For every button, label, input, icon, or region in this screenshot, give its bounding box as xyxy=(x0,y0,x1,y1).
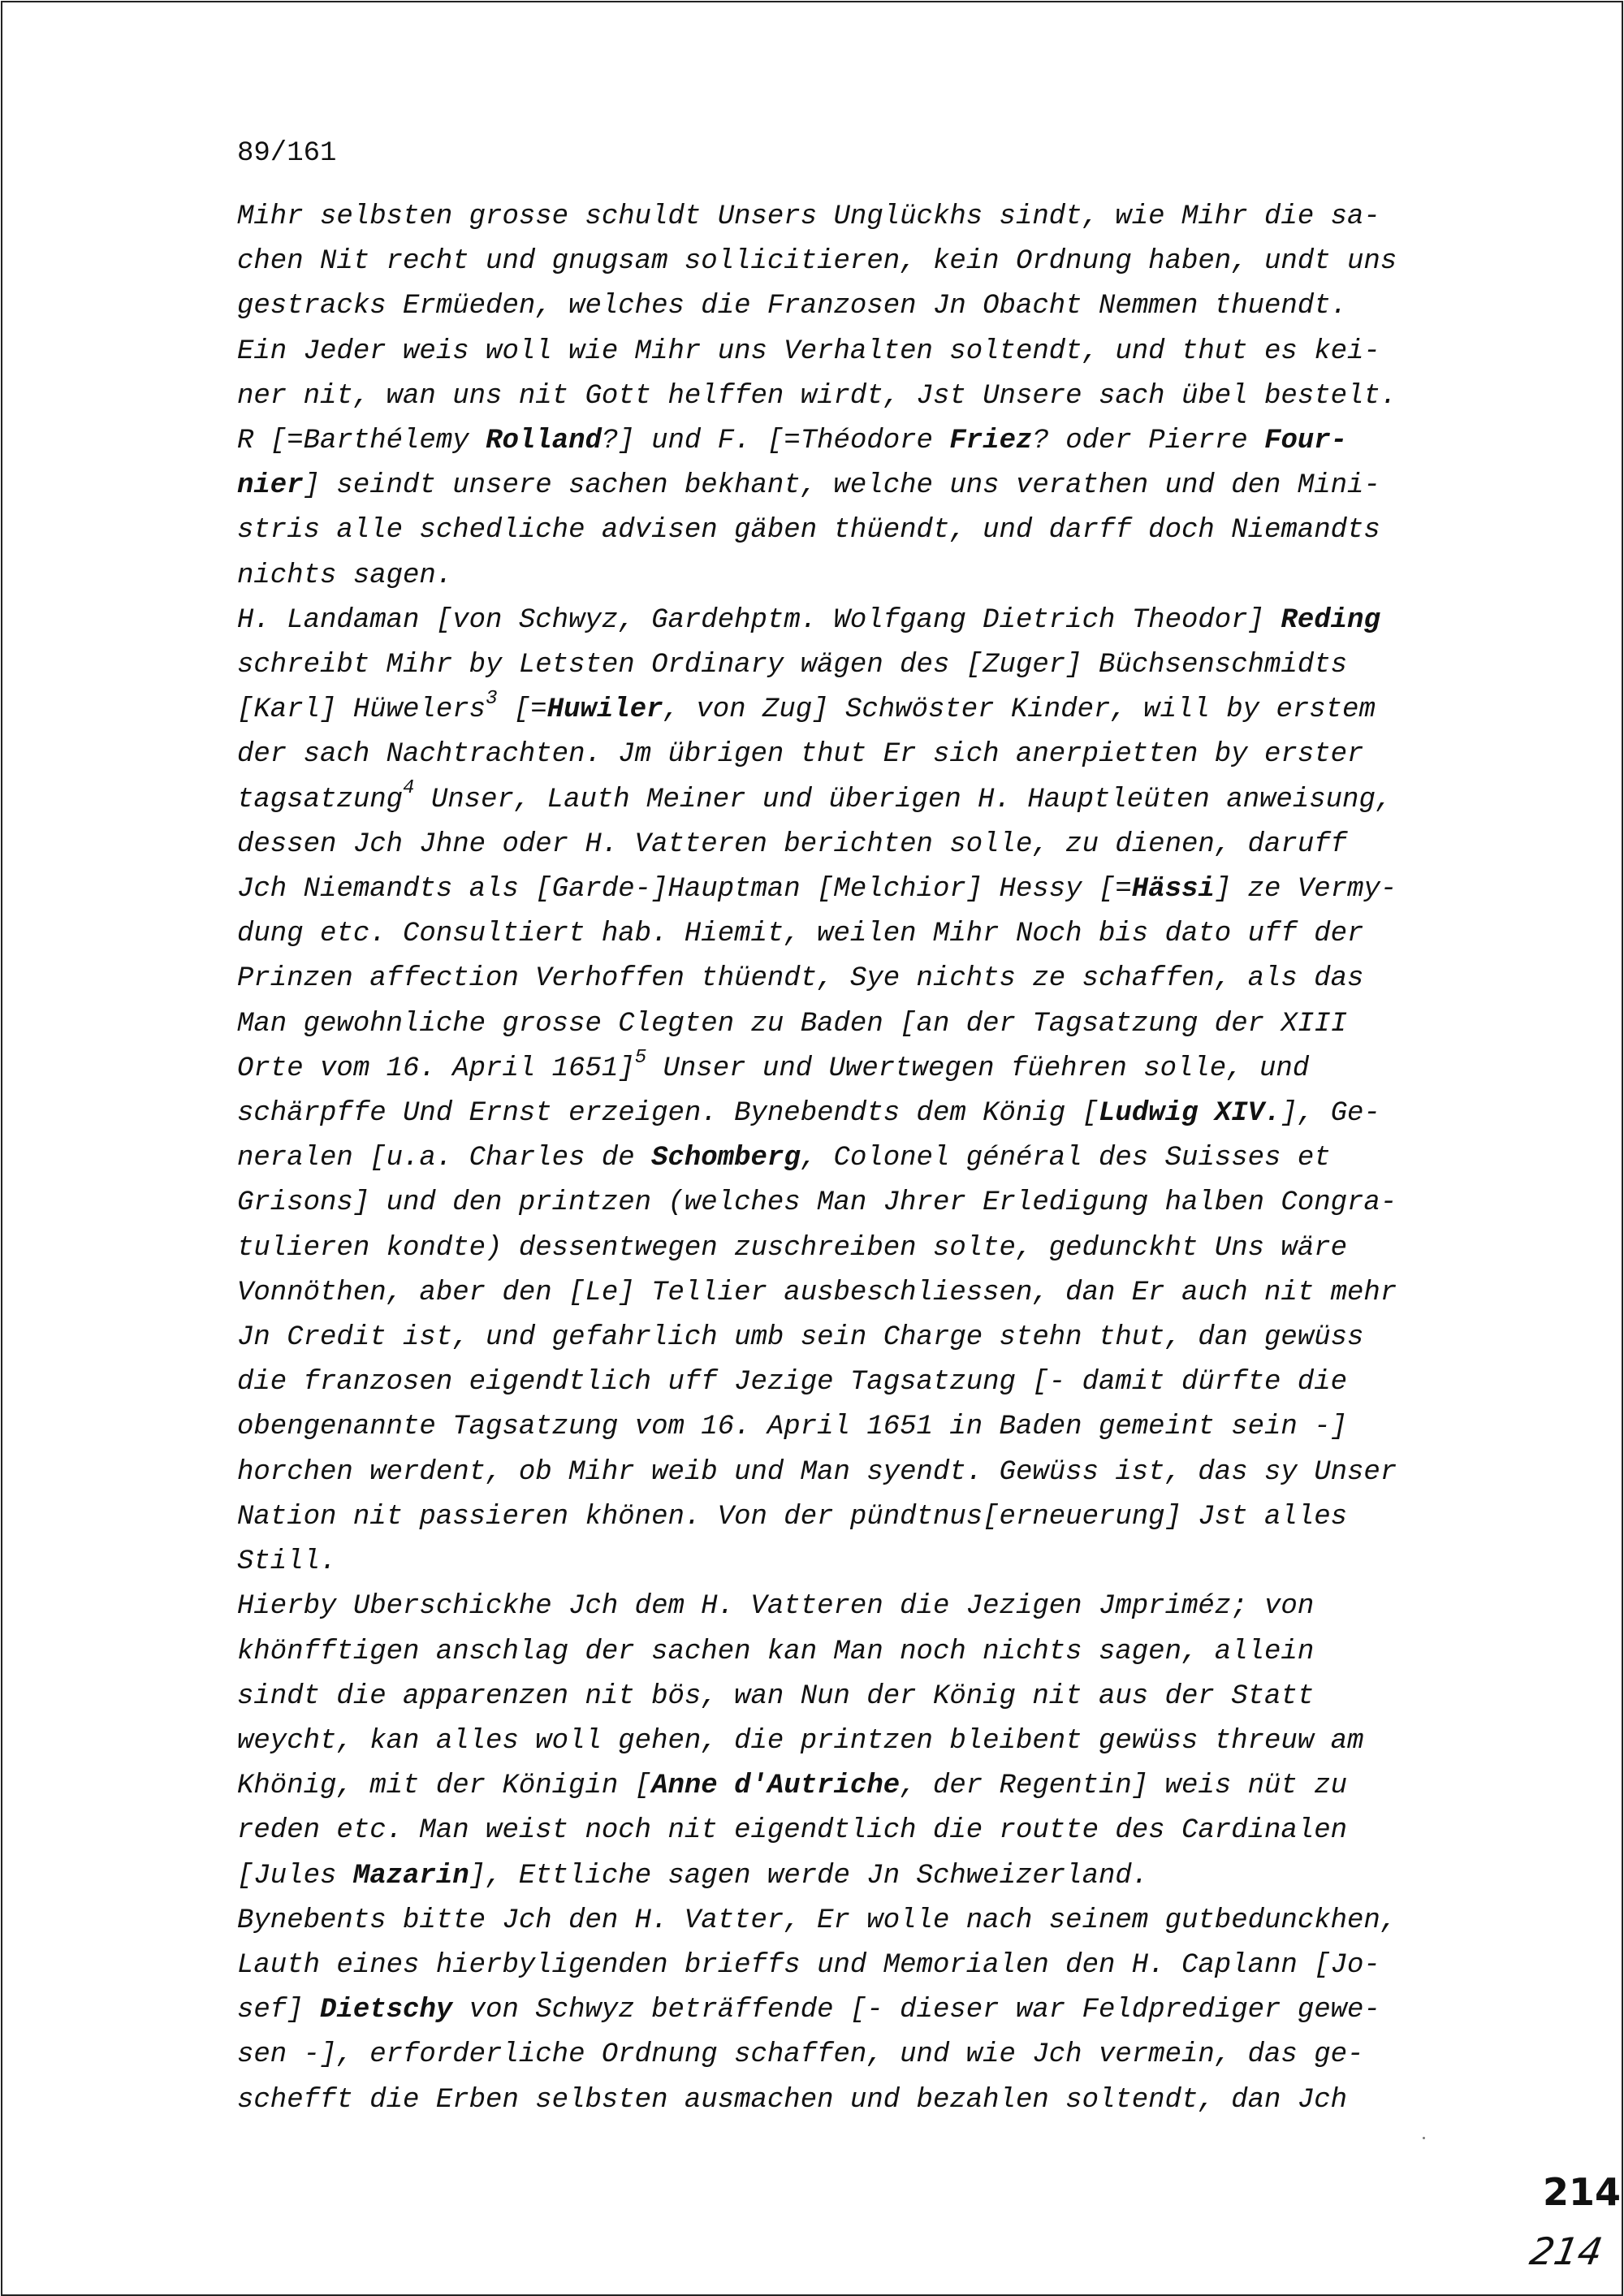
text-line xyxy=(237,778,1488,823)
text-segment: Bynebents bitte Jch den H. Vatter, Er wolle nach seinem gutbedunckhen, xyxy=(237,1905,1397,1936)
text-segment: Jch Niemandts als [Garde-]Hauptman [Melchior] Hessy [= xyxy=(237,874,1132,906)
text-segment: Orte vom 16. April 1651] xyxy=(237,1053,635,1084)
bold-name: Rolland xyxy=(486,426,602,457)
text-segment: ], Ettliche sagen werde Jn Schweizerland. xyxy=(469,1860,1149,1892)
text-segment: ], Ge- xyxy=(1281,1098,1380,1130)
text-line xyxy=(237,1451,1488,1495)
text-segment: Grisons] und den printzen (welches Man Jhrer Erledigung halben Congra- xyxy=(237,1187,1397,1219)
text-segment: Jn Credit ist, und gefahrlich umb sein Charge stehn thut, dan gewüss xyxy=(237,1322,1364,1354)
text-line xyxy=(237,912,1488,957)
text-line xyxy=(237,1585,1488,1629)
text-line xyxy=(237,1495,1488,1540)
handwritten-folio-number-secondary: 214 xyxy=(1527,2229,1606,2273)
page-number: 89/161 xyxy=(237,138,337,169)
bold-name: Ludwig XIV. xyxy=(1098,1098,1281,1130)
text-line xyxy=(237,1047,1488,1092)
text-segment: Mihr selbsten grosse schuldt Unsers Unglückhs sindt, wie Mihr die sa- xyxy=(237,201,1380,232)
text-segment: Unser, Lauth Meiner und überigen H. Hauptleüten anweisung, xyxy=(414,784,1393,815)
text-segment: obengenannte Tagsatzung vom 16. April 1651 in Baden gemeint sein -] xyxy=(237,1412,1348,1443)
text-segment: [Jules xyxy=(237,1860,353,1892)
text-segment: H. Landaman [von Schwyz, Gardehptm. Wolfgang Dietrich Theodor] xyxy=(237,604,1281,636)
bold-name: Anne d'Autriche xyxy=(651,1771,901,1802)
text-line xyxy=(237,1675,1488,1719)
text-line xyxy=(237,330,1488,374)
text-line xyxy=(237,464,1488,508)
text-line xyxy=(237,1540,1488,1585)
text-line xyxy=(237,1271,1488,1316)
bold-name: Reding xyxy=(1281,604,1380,636)
text-segment: tulieren kondte) dessentwegen zuschreiben solte, gedunckht Uns wäre xyxy=(237,1232,1348,1264)
text-segment: horchen werdent, ob Mihr weib und Man syendt. Gewüss ist, das sy Unser xyxy=(237,1456,1397,1488)
text-line xyxy=(237,957,1488,1001)
bold-name: nier xyxy=(237,470,304,502)
text-segment: der sach Nachtrachten. Jm übrigen thut Er sich anerpietten by erster xyxy=(237,739,1364,771)
text-segment: sen -], erforderliche Ordnung schaffen, und wie Jch vermein, das ge- xyxy=(237,2039,1364,2071)
handwritten-folio-number: 214 xyxy=(1543,2170,1622,2214)
text-segment: schefft die Erben selbsten ausmachen und bezahlen soltendt, dan Jch xyxy=(237,2084,1348,2116)
text-line xyxy=(237,1316,1488,1360)
text-segment: von Schwyz beträffende [- dieser war Feldprediger gewe- xyxy=(452,1995,1380,2026)
text-segment: Nation nit passieren khönen. Von der pündtnus[erneuerung] Jst alles xyxy=(237,1501,1348,1533)
text-segment: , Colonel général des Suisses et xyxy=(800,1143,1331,1174)
bold-name: Huwiler xyxy=(546,694,663,726)
text-segment: Prinzen affection Verhoffen thüendt, Sye nichts ze schaffen, als das xyxy=(237,963,1364,995)
text-line xyxy=(237,1630,1488,1675)
text-line xyxy=(237,1136,1488,1181)
text-segment: dessen Jch Jhne oder H. Vatteren berichten solle, zu dienen, daruff xyxy=(237,828,1348,860)
bold-name: Mazarin xyxy=(352,1860,469,1892)
text-line xyxy=(237,1226,1488,1271)
text-line xyxy=(237,508,1488,553)
text-segment: Ein Jeder weis woll wie Mihr uns Verhalten soltendt, und thut es kei- xyxy=(237,335,1380,367)
text-segment: [Karl] Hüwelers xyxy=(237,694,486,726)
text-segment: ner nit, wan uns nit Gott helffen wirdt, Jst Unsere sach übel bestelt. xyxy=(237,380,1397,412)
text-line xyxy=(237,1002,1488,1047)
bold-name: Four- xyxy=(1264,426,1348,457)
footnote-marker: 4 xyxy=(403,777,415,800)
text-line xyxy=(237,1181,1488,1226)
text-line xyxy=(237,1899,1488,1944)
text-line xyxy=(237,733,1488,777)
text-segment: ] seindt unsere sachen bekhant, welche uns verathen und den Mini- xyxy=(303,470,1380,502)
text-segment: weycht, kan alles woll gehen, die printzen bleibent gewüss threuw am xyxy=(237,1725,1364,1757)
text-segment: chen Nit recht und gnugsam sollicitieren, kein Ordnung haben, undt uns xyxy=(237,246,1397,278)
text-segment: Lauth eines hierbyligenden brieffs und Memorialen den H. Caplann [Jo- xyxy=(237,1949,1380,1981)
text-segment: sef] xyxy=(237,1995,321,2026)
text-line xyxy=(237,1944,1488,1988)
text-segment: khönfftigen anschlag der sachen kan Man noch nichts sagen, allein xyxy=(237,1636,1315,1667)
text-line xyxy=(237,240,1488,284)
text-segment: [= xyxy=(497,694,547,726)
text-line xyxy=(237,419,1488,464)
letter-body-text xyxy=(237,195,1488,2123)
text-line xyxy=(237,374,1488,419)
text-segment: reden etc. Man weist noch nit eigendtlich die routte des Cardinalen xyxy=(237,1815,1348,1847)
text-line xyxy=(237,1988,1488,2033)
text-segment: schreibt Mihr by Letsten Ordinary wägen des [Zuger] Büchsenschmidts xyxy=(237,650,1348,681)
bold-name: Friez xyxy=(949,426,1033,457)
text-line xyxy=(237,2078,1488,2123)
text-line xyxy=(237,284,1488,329)
text-segment: Khönig, mit der Königin [ xyxy=(237,1771,652,1802)
text-segment: , der Regentin] weis nüt zu xyxy=(900,1771,1348,1802)
text-line xyxy=(237,1719,1488,1764)
text-segment: Man gewohnliche grosse Clegten zu Baden [an der Tagsatzung der XIII xyxy=(237,1008,1348,1040)
text-segment: ] ze Vermy- xyxy=(1214,874,1397,906)
text-line xyxy=(237,1764,1488,1809)
text-segment: gestracks Ermüeden, welches die Franzosen Jn Obacht Nemmen thuendt. xyxy=(237,291,1348,322)
text-segment: sindt die apparenzen nit bös, wan Nun der König nit aus der Statt xyxy=(237,1680,1315,1712)
text-line xyxy=(237,599,1488,643)
text-segment: Vonnöthen, aber den [Le] Tellier ausbeschliessen, dan Er auch nit mehr xyxy=(237,1277,1397,1308)
text-line xyxy=(237,1854,1488,1899)
footnote-marker: 3 xyxy=(486,687,498,710)
text-segment: Unser und Uwertwegen füehren solle, und xyxy=(646,1053,1310,1084)
text-segment: Still. xyxy=(237,1546,337,1578)
text-segment: R [=Barthélemy xyxy=(237,426,486,457)
text-line xyxy=(237,554,1488,599)
text-segment: dung etc. Consultiert hab. Hiemit, weilen Mihr Noch bis dato uff der xyxy=(237,919,1364,950)
text-segment: ?] und F. [=Théodore xyxy=(601,426,950,457)
text-line xyxy=(237,2033,1488,2078)
text-segment: schärpffe Und Ernst erzeigen. Bynebendts dem König [ xyxy=(237,1098,1099,1130)
text-line xyxy=(237,688,1488,733)
text-segment: die franzosen eigendtlich uff Jezige Tagsatzung [- damit dürfte die xyxy=(237,1367,1348,1399)
text-line xyxy=(237,867,1488,912)
bold-name: Dietschy xyxy=(320,1995,453,2026)
text-line xyxy=(237,1809,1488,1853)
text-line xyxy=(237,643,1488,688)
text-line xyxy=(237,1405,1488,1450)
text-segment: Hierby Uberschickhe Jch dem H. Vatteren die Jezigen Jmpriméz; von xyxy=(237,1591,1315,1623)
footnote-marker: 5 xyxy=(634,1046,647,1069)
text-segment: nichts sagen. xyxy=(237,560,453,591)
text-line xyxy=(237,1360,1488,1405)
text-line xyxy=(237,1092,1488,1136)
bold-name: Schomberg xyxy=(651,1143,801,1174)
text-segment: ? oder Pierre xyxy=(1032,426,1265,457)
scan-speck xyxy=(1423,2137,1425,2139)
text-segment: neralen [u.a. Charles de xyxy=(237,1143,652,1174)
bold-name: Hässi xyxy=(1131,874,1215,906)
text-line xyxy=(237,195,1488,240)
text-line xyxy=(237,823,1488,867)
text-segment: , von Zug] Schwöster Kinder, will by erstem xyxy=(663,694,1376,726)
text-segment: stris alle schedliche advisen gäben thüendt, und darff doch Niemandts xyxy=(237,515,1380,547)
text-segment: tagsatzung xyxy=(237,784,404,815)
